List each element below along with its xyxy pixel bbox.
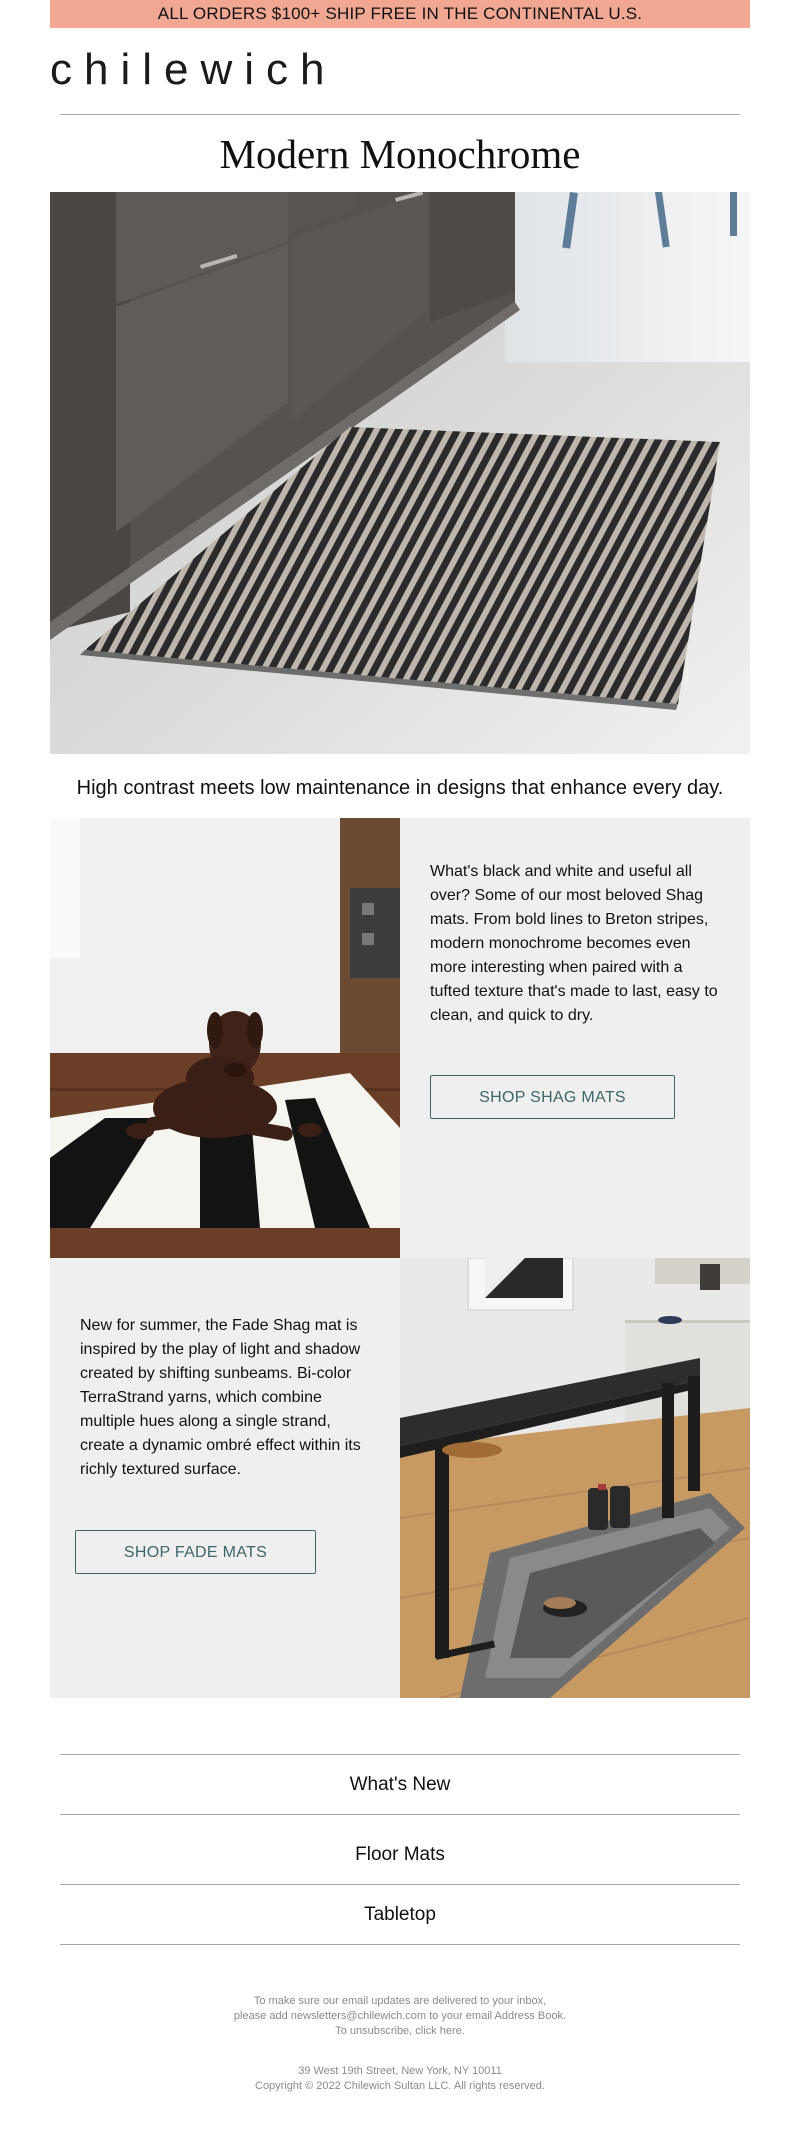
nav-divider [60,1814,740,1815]
shop-shag-mats-button[interactable]: SHOP SHAG MATS [430,1075,675,1119]
bench-with-fade-mat-image [400,1258,750,1698]
hero-tagline: High contrast meets low maintenance in designs that enhance every day. [76,777,724,799]
nav-divider [60,1884,740,1885]
hero-striped-rug-image [50,192,750,754]
page-title: Modern Monochrome [219,131,581,177]
chilewich-logo[interactable]: chilewich [50,45,337,94]
shag-dog-image[interactable] [50,818,400,1258]
fade-bench-image[interactable] [400,1258,750,1698]
footer-unsubscribe-link[interactable]: To unsubscribe, click here. [335,2025,465,2037]
footer-deliverability-line2: please add newsletters@chilewich.com to your email Address Book. [233,2010,567,2022]
fade-copy-panel [50,1258,400,1698]
nav-divider-top [60,1754,740,1755]
shipping-banner[interactable]: ALL ORDERS $100+ SHIP FREE IN THE CONTINENTAL U.S. [50,0,750,28]
dog-on-striped-mat-image [50,818,400,1258]
nav-link-whats-new[interactable]: What's New [349,1774,451,1795]
shag-description: What's black and white and useful all over? Some of our most beloved Shag mats. From bold lines to Breton stripes, modern monochrome becomes even more interesting when paired with a tufted texture that's made to last, easy to clean, and quick to dry. [430,863,718,1024]
header-divider [60,114,740,115]
footer-deliverability-line1: To make sure our email updates are delivered to your inbox, [253,1995,547,2007]
fade-description: New for summer, the Fade Shag mat is inspired by the play of light and shadow created by shifting sunbeams. Bi-color TerraStrand yarns, which combine multiple hues along a single strand, create a dynamic ombré effect within its richly textured surface. [80,1317,361,1478]
nav-link-floor-mats[interactable]: Floor Mats [355,1844,445,1865]
footer-copyright: Copyright © 2022 Chilewich Sultan LLC. All rights reserved. [255,2080,545,2092]
shag-copy-panel [400,818,750,1258]
shop-fade-mats-button[interactable]: SHOP FADE MATS [75,1530,316,1574]
hero-image[interactable] [50,192,750,754]
nav-link-tabletop[interactable]: Tabletop [364,1904,436,1925]
nav-divider-bottom [60,1944,740,1945]
footer-address: 39 West 19th Street, New York, NY 10011 [298,2065,502,2077]
